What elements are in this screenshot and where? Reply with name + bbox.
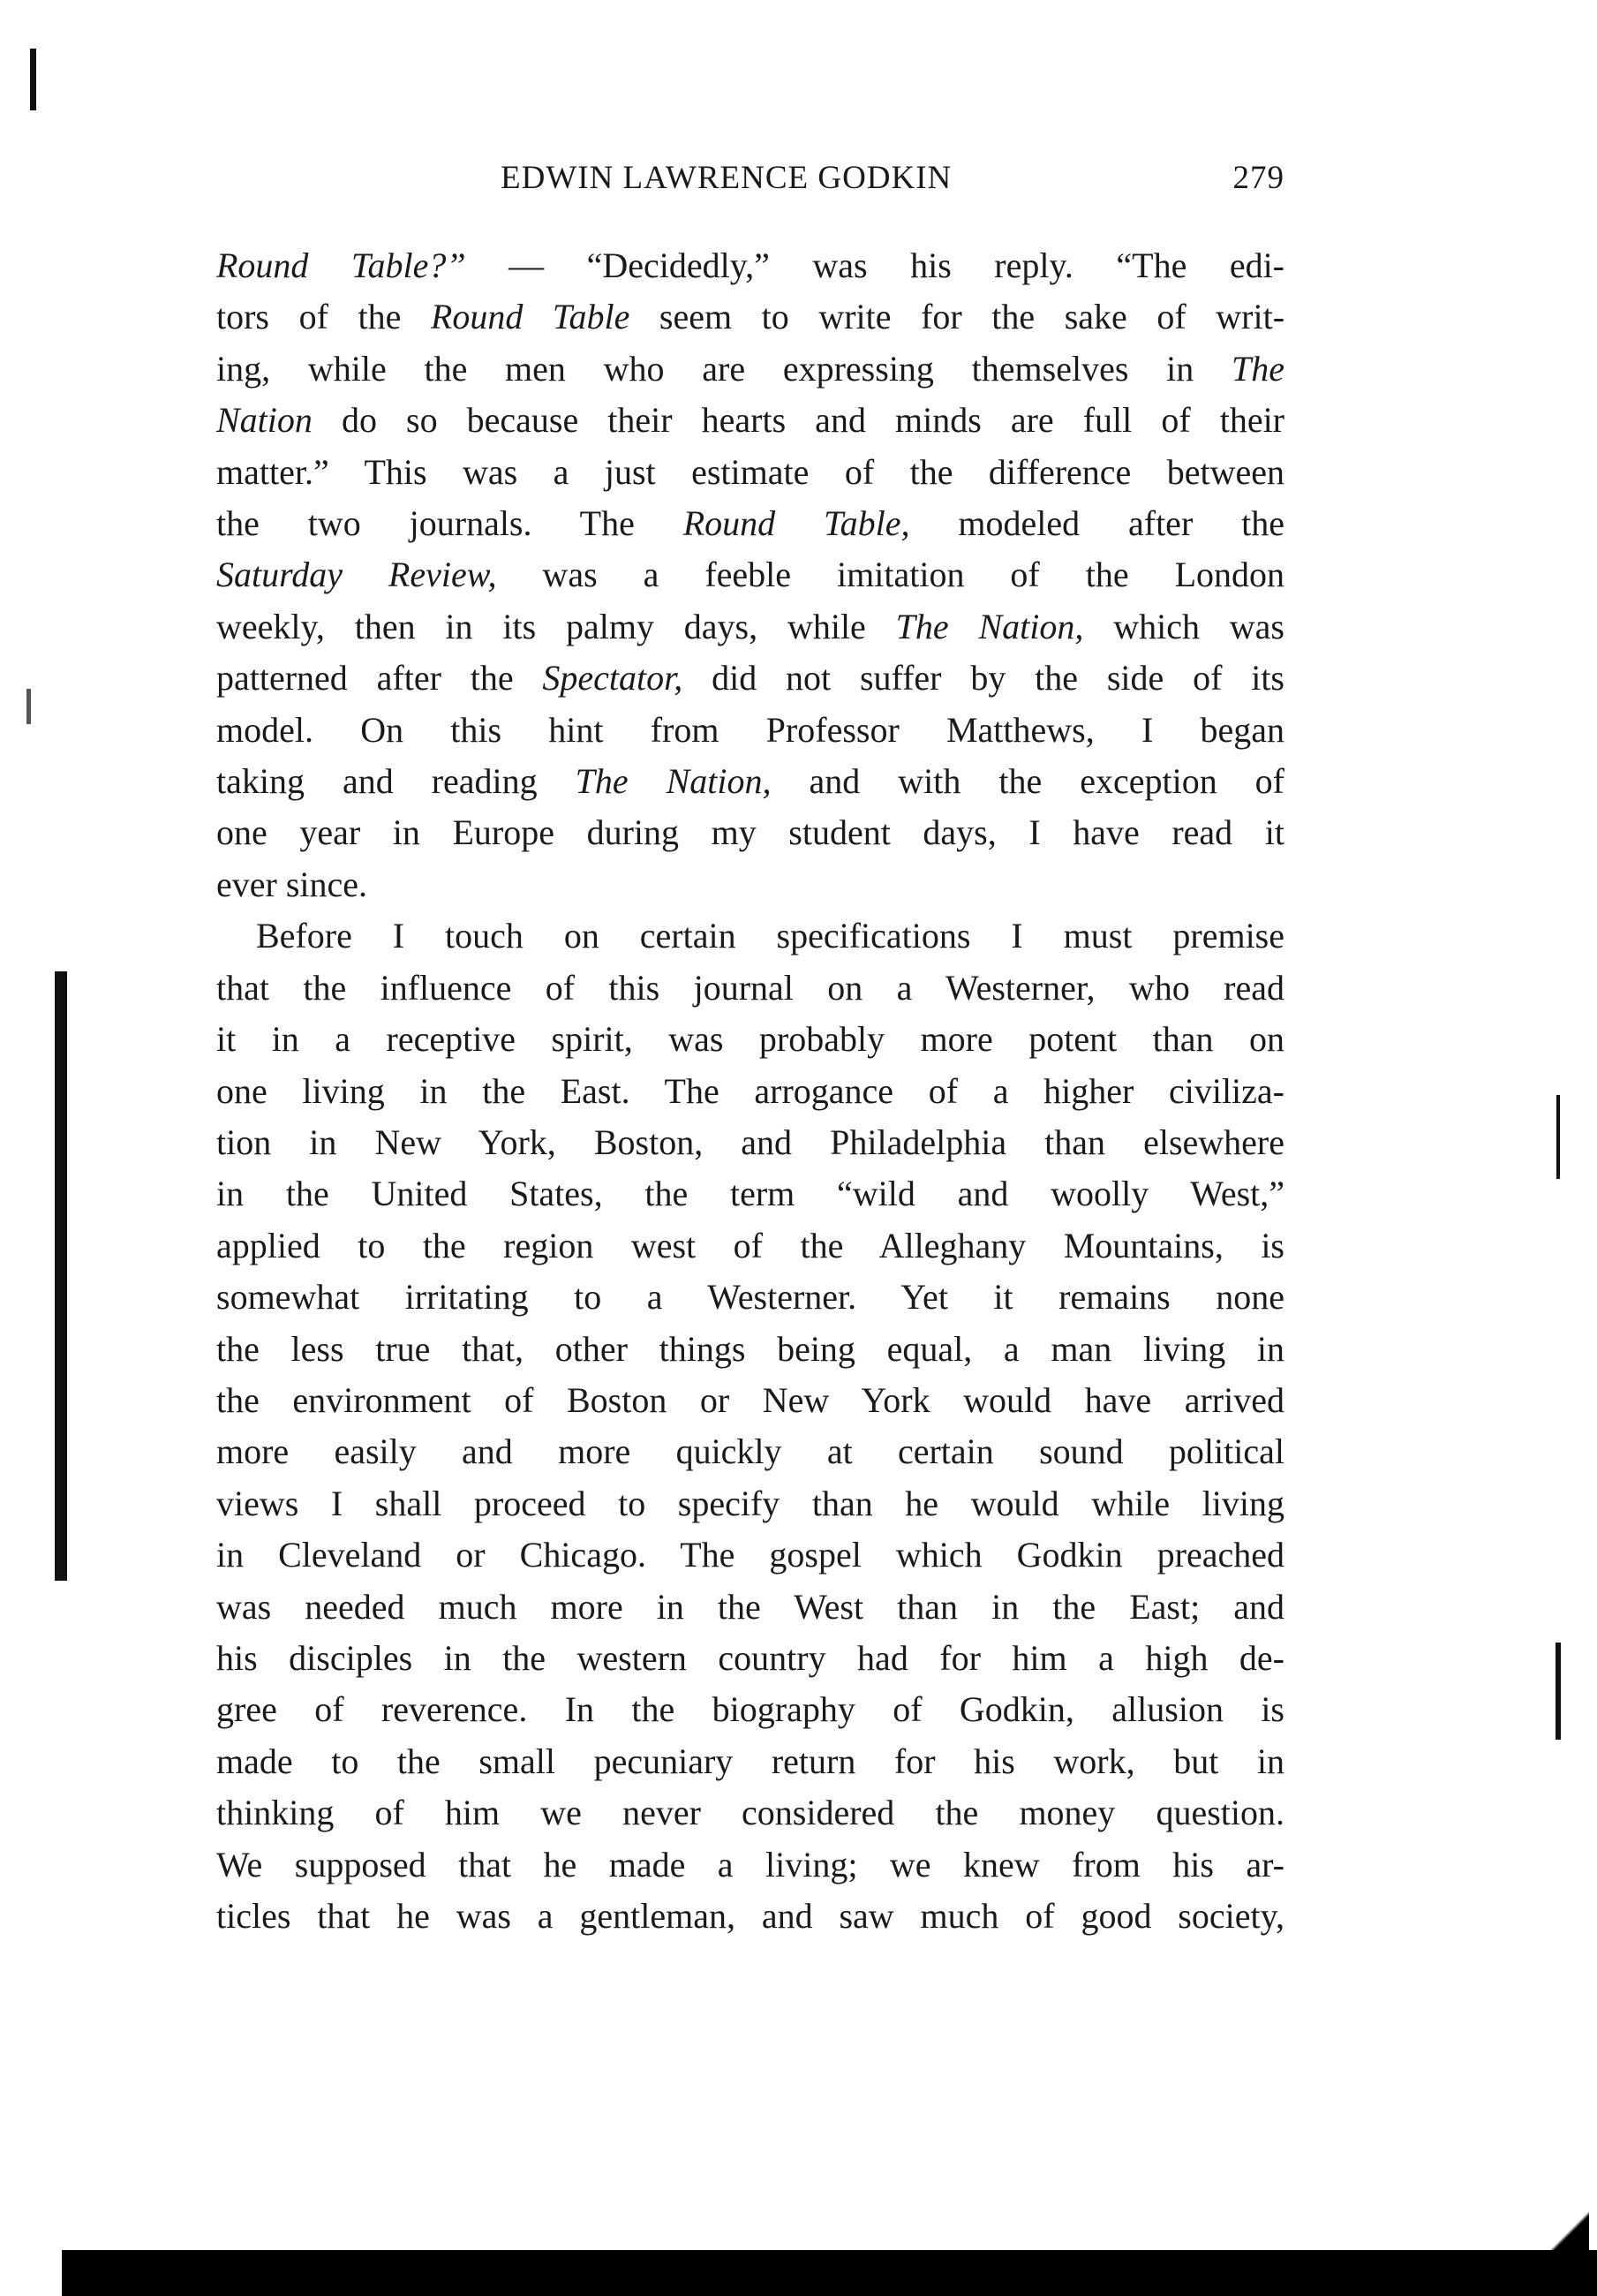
text-line: patterned after the Spectator, did not suffer by the side of its	[216, 658, 1284, 699]
text-line: more easily and more quickly at certain sound political	[216, 1431, 1284, 1472]
text-line: views I shall proceed to specify than he would while living	[216, 1483, 1284, 1523]
text-line: thinking of him we never considered the money question.	[216, 1793, 1284, 1833]
text-line: one living in the East. The arrogance of a higher civiliza-	[216, 1070, 1284, 1111]
scan-mark-left-small	[26, 689, 31, 724]
text-line: weekly, then in its palmy days, while The Nation, which was	[216, 606, 1284, 646]
scan-mark-right-low	[1556, 1643, 1561, 1740]
text-line: ticles that he was a gentleman, and saw much of good society,	[216, 1896, 1284, 1936]
text-line: gree of reverence. In the biography of Godkin, allusion is	[216, 1689, 1284, 1730]
text-line: applied to the region west of the Alleghany Mountains, is	[216, 1225, 1284, 1265]
paragraph-1	[216, 240, 1284, 910]
scan-mark-right-mid	[1556, 1095, 1560, 1179]
text-line: Round Table?” — “Decidedly,” was his reply. “The edi-	[216, 245, 1285, 285]
scan-mark-top-left	[30, 49, 36, 110]
text-line: in the United States, the term “wild and woolly West,”	[216, 1174, 1284, 1214]
text-line: taking and reading The Nation, and with the exception of	[216, 761, 1284, 802]
scan-bottom-edge	[62, 2250, 1597, 2296]
text-line: his disciples in the western country had for him a high de-	[216, 1637, 1284, 1678]
text-line: model. On this hint from Professor Matthews, I began	[216, 709, 1284, 750]
text-line: ever since.	[216, 864, 368, 904]
text-line: tion in New York, Boston, and Philadelphia than elsewhere	[216, 1122, 1284, 1162]
text-line: the environment of Boston or New York would have arrived	[216, 1379, 1284, 1420]
text-line: Before I touch on certain specifications I must premise	[256, 916, 1284, 956]
text-line: ing, while the men who are expressing themselves in The	[216, 348, 1284, 389]
scan-bar-left	[55, 971, 67, 1581]
text-line: tors of the Round Table seem to write for the sake of writ-	[216, 297, 1285, 337]
text-line: the less true that, other things being equal, a man living in	[216, 1328, 1284, 1369]
text-line: matter.” This was a just estimate of the difference between	[216, 451, 1284, 492]
text-line: Saturday Review, was a feeble imitation of the London	[216, 555, 1284, 595]
text-line: Nation do so because their hearts and minds are full of their	[216, 400, 1284, 441]
body-text	[216, 240, 1284, 1942]
text-line: that the influence of this journal on a Westerner, who read	[216, 967, 1284, 1008]
text-line: somewhat irritating to a Westerner. Yet it remains none	[216, 1277, 1284, 1318]
text-line: it in a receptive spirit, was probably more potent than on	[216, 1019, 1284, 1060]
text-line: one year in Europe during my student days, I have read it	[216, 812, 1284, 853]
text-line: the two journals. The Round Table, modeled after the	[216, 503, 1285, 544]
page-number: 279	[1232, 160, 1284, 196]
text-line: in Cleveland or Chicago. The gospel which Godkin preached	[216, 1535, 1284, 1575]
paragraph-2	[216, 910, 1284, 1942]
text-line: was needed much more in the West than in the East; and	[216, 1586, 1284, 1627]
text-line: made to the small pecuniary return for his work, but in	[216, 1741, 1284, 1781]
scan-page-curl	[1536, 2208, 1589, 2256]
text-line: We supposed that he made a living; we knew from his ar-	[216, 1844, 1284, 1884]
page-header	[216, 159, 1284, 203]
running-title: EDWIN LAWRENCE GODKIN	[501, 160, 953, 196]
